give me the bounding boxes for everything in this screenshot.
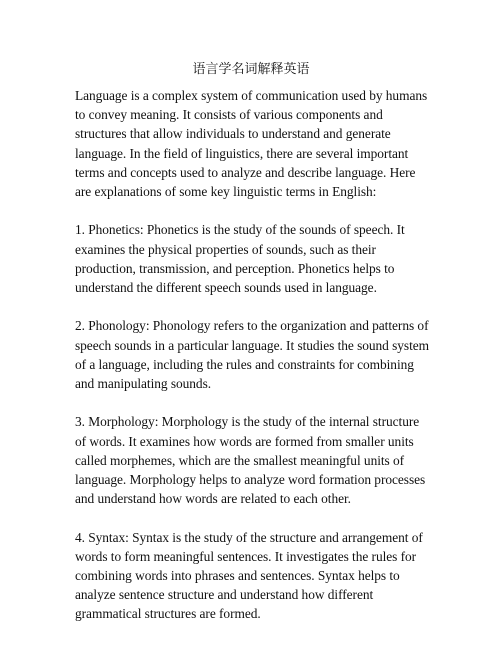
text-line: words to form meaningful sentences. It investigates the rules for xyxy=(75,548,417,564)
text-line: speech sounds in a particular language. It studies the sound system xyxy=(75,337,430,353)
document-title: 语言学名词解释英语 xyxy=(192,62,310,77)
text-line: 1. Phonetics: Phonetics is the study of the sounds of speech. It xyxy=(75,222,405,238)
morphology-paragraph xyxy=(75,412,435,508)
syntax-paragraph xyxy=(75,528,435,624)
text-line: examines the physical properties of sounds, such as their xyxy=(75,241,376,257)
text-line: 3. Morphology: Morphology is the study of the internal structure xyxy=(75,414,420,430)
text-line: 2. Phonology: Phonology refers to the organization and patterns of xyxy=(75,318,429,334)
text-line: production, transmission, and perception. Phonetics helps to xyxy=(75,260,395,276)
text-line: of a language, including the rules and constraints for combining xyxy=(75,356,414,372)
text-line: called morphemes, which are the smallest meaningful units of xyxy=(75,452,405,468)
text-line: analyze sentence structure and understand how different xyxy=(75,587,374,603)
phonetics-paragraph xyxy=(75,220,435,297)
text-line: and manipulating sounds. xyxy=(75,376,212,392)
text-line: language. In the field of linguistics, there are several important xyxy=(75,145,409,161)
text-line: structures that allow individuals to understand and generate xyxy=(75,126,391,142)
text-line: and understand how words are related to each other. xyxy=(75,491,351,507)
phonology-paragraph xyxy=(75,316,435,393)
document-body xyxy=(75,86,435,643)
text-line: to convey meaning. It consists of various components and xyxy=(75,107,383,123)
text-line: Language is a complex system of communication used by humans xyxy=(75,88,428,103)
text-line: understand the different speech sounds used in language. xyxy=(75,280,377,296)
text-line: combining words into phrases and sentences. Syntax helps to xyxy=(75,568,400,584)
text-line: grammatical structures are formed. xyxy=(75,606,261,622)
text-line: terms and concepts used to analyze and describe language. Here xyxy=(75,164,416,180)
intro-paragraph xyxy=(75,86,435,201)
text-line: 4. Syntax: Syntax is the study of the structure and arrangement of xyxy=(75,529,423,545)
text-line: are explanations of some key linguistic terms in English: xyxy=(75,184,377,200)
text-line: language. Morphology helps to analyze word formation processes xyxy=(75,472,426,488)
text-line: of words. It examines how words are formed from smaller units xyxy=(75,433,414,449)
